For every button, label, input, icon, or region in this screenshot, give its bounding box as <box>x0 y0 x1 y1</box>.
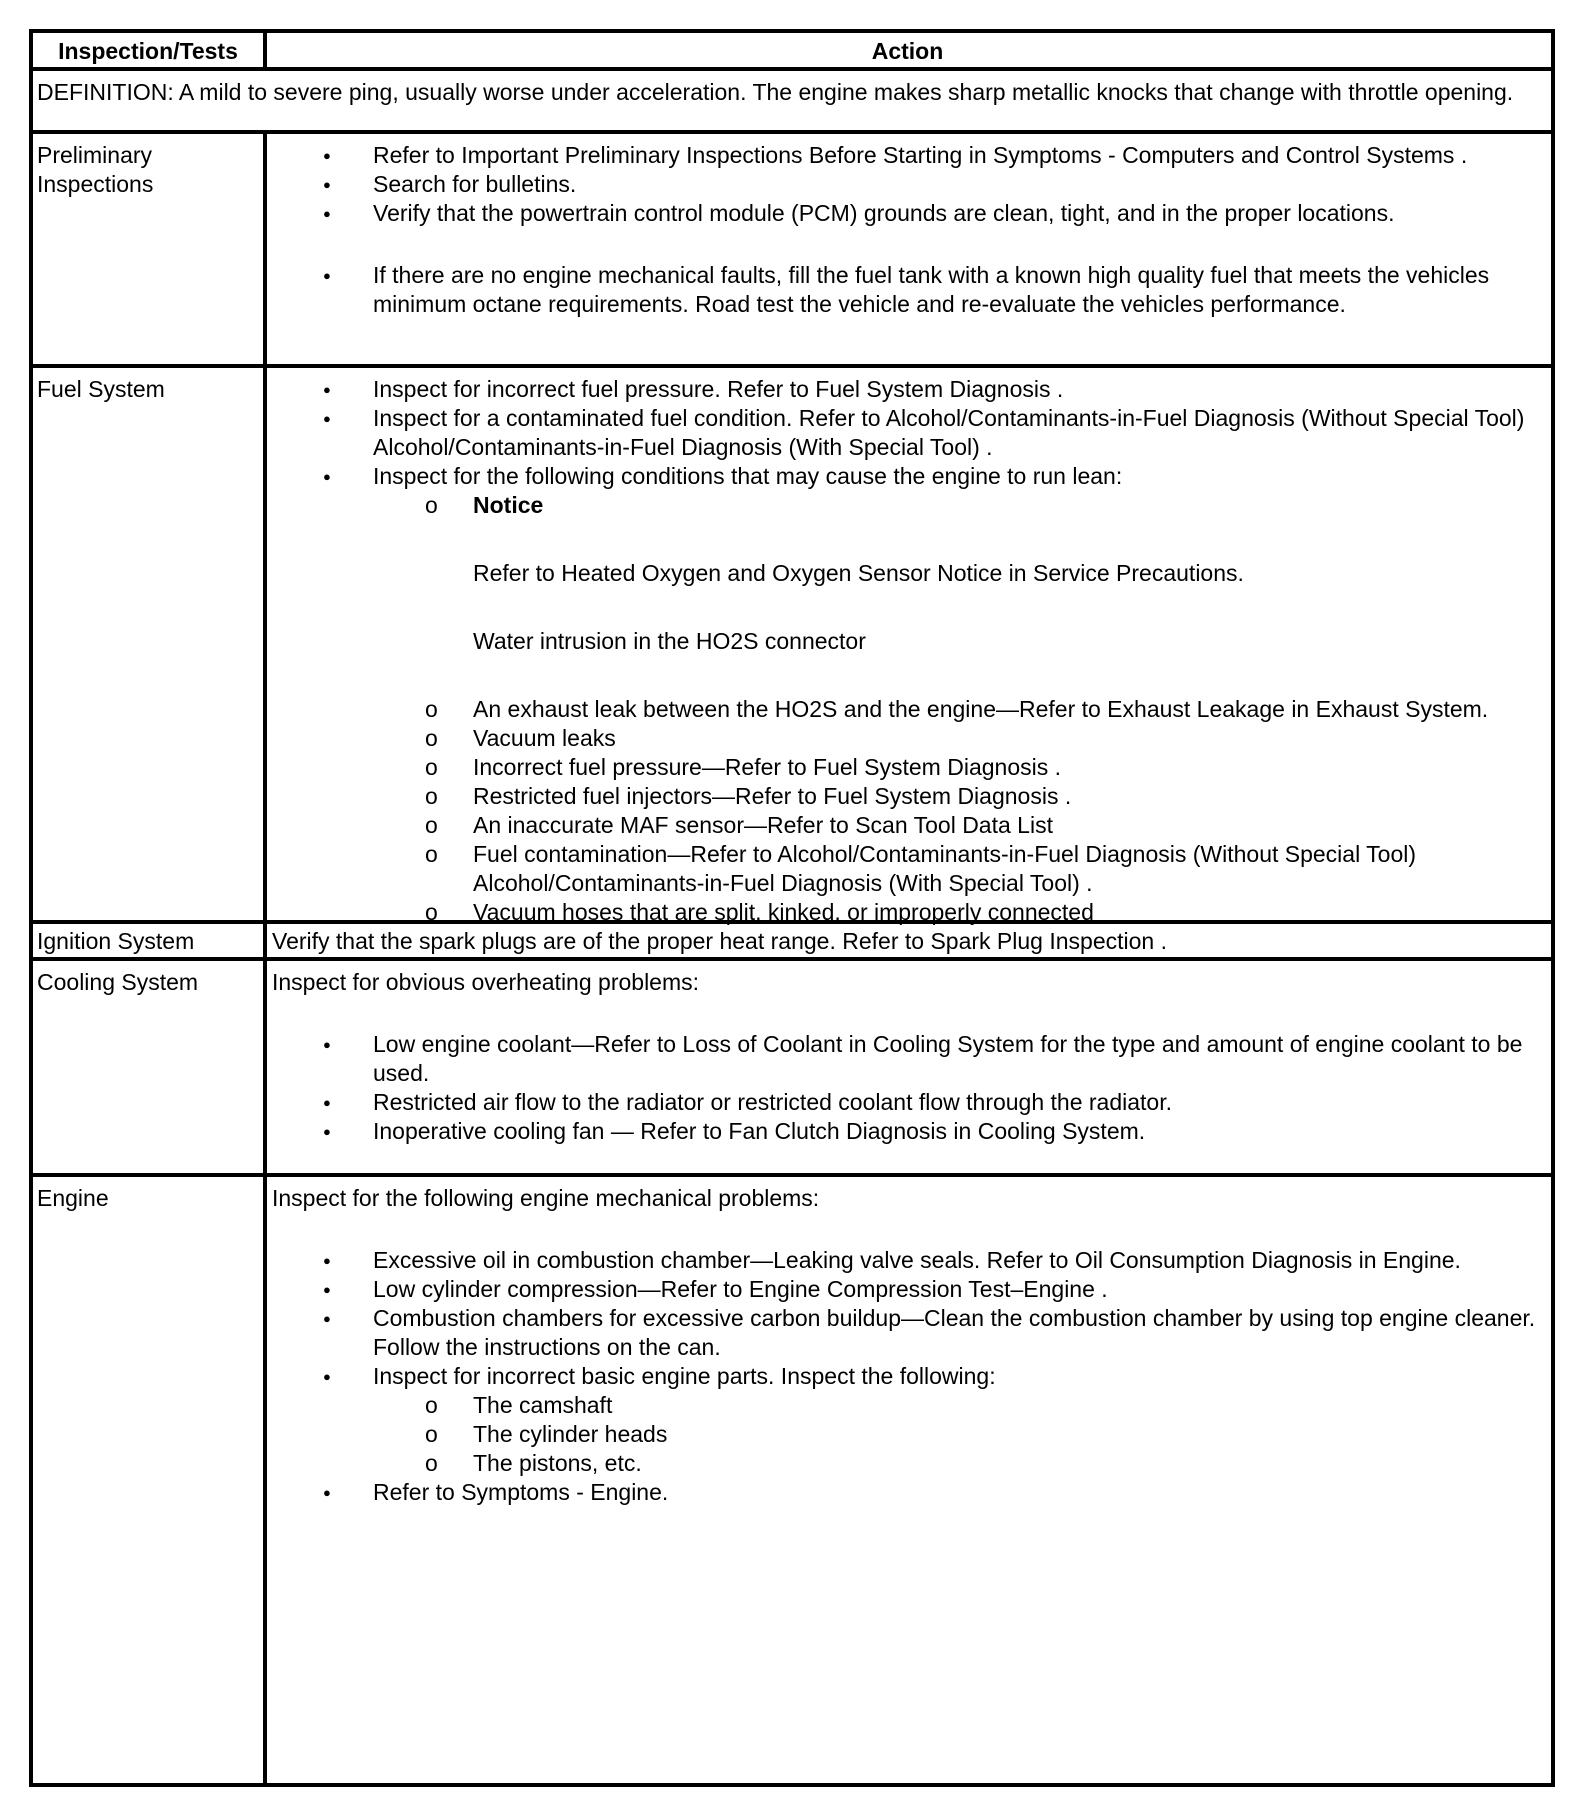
header-row <box>33 33 1551 67</box>
list-item: ● Refer to Symptoms - Engine. <box>272 1478 1543 1507</box>
fuel-system-label: Fuel System <box>37 376 165 402</box>
header-action: Action <box>263 33 1551 67</box>
engine-label: Engine <box>37 1185 109 1211</box>
list-item: ● Low cylinder compression—Refer to Engine Compression Test–Engine . <box>272 1275 1543 1304</box>
basic-parts-intro: Inspect for incorrect basic engine parts. Inspect the following: <box>373 1363 996 1389</box>
preliminary-row <box>33 130 1551 364</box>
sub-list-item: o Fuel contamination—Refer to Alcohol/Contaminants-in-Fuel Diagnosis (Without Special Tool) Alcohol/Contaminants-in-Fuel Diagnosis (With Special Tool) . <box>272 840 1543 898</box>
engine-intro: Inspect for the following engine mechanical problems: <box>272 1185 820 1211</box>
sub-list-item: o Vacuum leaks <box>272 724 1543 753</box>
notice-title: Notice <box>473 492 544 518</box>
engine-actions <box>263 1177 1551 1783</box>
engine-row <box>33 1173 1551 1783</box>
cooling-system-label: Cooling System <box>37 969 199 995</box>
list-item: ● Inoperative cooling fan — Refer to Fan Clutch Diagnosis in Cooling System. <box>272 1117 1543 1146</box>
sub-list-item: o An exhaust leak between the HO2S and the engine—Refer to Exhaust Leakage in Exhaust System. <box>272 695 1543 724</box>
ignition-system-row <box>33 920 1551 957</box>
list-item: ● Refer to Important Preliminary Inspections Before Starting in Symptoms - Computers and Control Systems . <box>272 141 1543 170</box>
sub-list-item: o An inaccurate MAF sensor—Refer to Scan Tool Data List <box>272 811 1543 840</box>
definition-text: DEFINITION: A mild to severe ping, usually worse under acceleration. The engine makes sharp metallic knocks that change with throttle opening. <box>37 79 1514 105</box>
sub-list-item: o Restricted fuel injectors—Refer to Fuel System Diagnosis . <box>272 782 1543 811</box>
list-item: ● Combustion chambers for excessive carbon buildup—Clean the combustion chamber by using top engine cleaner. Follow the instructions on the can. <box>272 1304 1543 1362</box>
list-item: ● Inspect for incorrect fuel pressure. Refer to Fuel System Diagnosis . <box>272 375 1543 404</box>
notice-text: Refer to Heated Oxygen and Oxygen Sensor Notice in Service Precautions. <box>473 560 1244 586</box>
list-item: ● Verify that the powertrain control module (PCM) grounds are clean, tight, and in the proper locations. <box>272 199 1543 228</box>
cooling-intro: Inspect for obvious overheating problems: <box>272 969 700 995</box>
fuel-system-row <box>33 364 1551 925</box>
cooling-system-row <box>33 957 1551 1173</box>
list-item: ● Restricted air flow to the radiator or restricted coolant flow through the radiator. <box>272 1088 1543 1117</box>
sub-list-item: o Vacuum hoses that are split, kinked, or improperly connected <box>272 898 1543 927</box>
sub-list-item: o The cylinder heads <box>272 1420 1543 1449</box>
list-item <box>272 462 1543 927</box>
list-item <box>272 1362 1543 1478</box>
lean-conditions-intro: Inspect for the following conditions that may cause the engine to run lean: <box>373 463 1123 489</box>
definition-row <box>33 67 1551 130</box>
diagnosis-table <box>29 29 1555 1787</box>
preliminary-label: Preliminary Inspections <box>37 142 154 197</box>
list-item: ● Low engine coolant—Refer to Loss of Coolant in Cooling System for the type and amount of engine coolant to be used. <box>272 1030 1543 1088</box>
list-item: ● Excessive oil in combustion chamber—Leaking valve seals. Refer to Oil Consumption Diagnosis in Engine. <box>272 1246 1543 1275</box>
notice-water-text: Water intrusion in the HO2S connector <box>473 628 866 654</box>
sub-list-item: o The camshaft <box>272 1391 1543 1420</box>
ignition-system-action: Verify that the spark plugs are of the proper heat range. Refer to Spark Plug Inspection . <box>263 924 1551 957</box>
preliminary-actions <box>263 134 1551 364</box>
notice-item <box>272 491 1543 695</box>
list-item: ● Inspect for a contaminated fuel condition. Refer to Alcohol/Contaminants-in-Fuel Diagnosis (Without Special Tool) Alcohol/Contaminants-in-Fuel Diagnosis (With Special Tool) . <box>272 404 1543 462</box>
ignition-system-label: Ignition System <box>37 928 195 954</box>
list-item: ● If there are no engine mechanical faults, fill the fuel tank with a known high quality fuel that meets the vehicles minimum octane requirements. Road test the vehicle and re-evaluate the vehicles performance. <box>272 261 1543 319</box>
sub-list-item: o The pistons, etc. <box>272 1449 1543 1478</box>
sub-list-item: o Incorrect fuel pressure—Refer to Fuel System Diagnosis . <box>272 753 1543 782</box>
fuel-system-actions <box>263 368 1551 925</box>
list-item: ● Search for bulletins. <box>272 170 1543 199</box>
cooling-system-actions <box>263 961 1551 1173</box>
header-inspection-tests: Inspection/Tests <box>58 38 238 64</box>
